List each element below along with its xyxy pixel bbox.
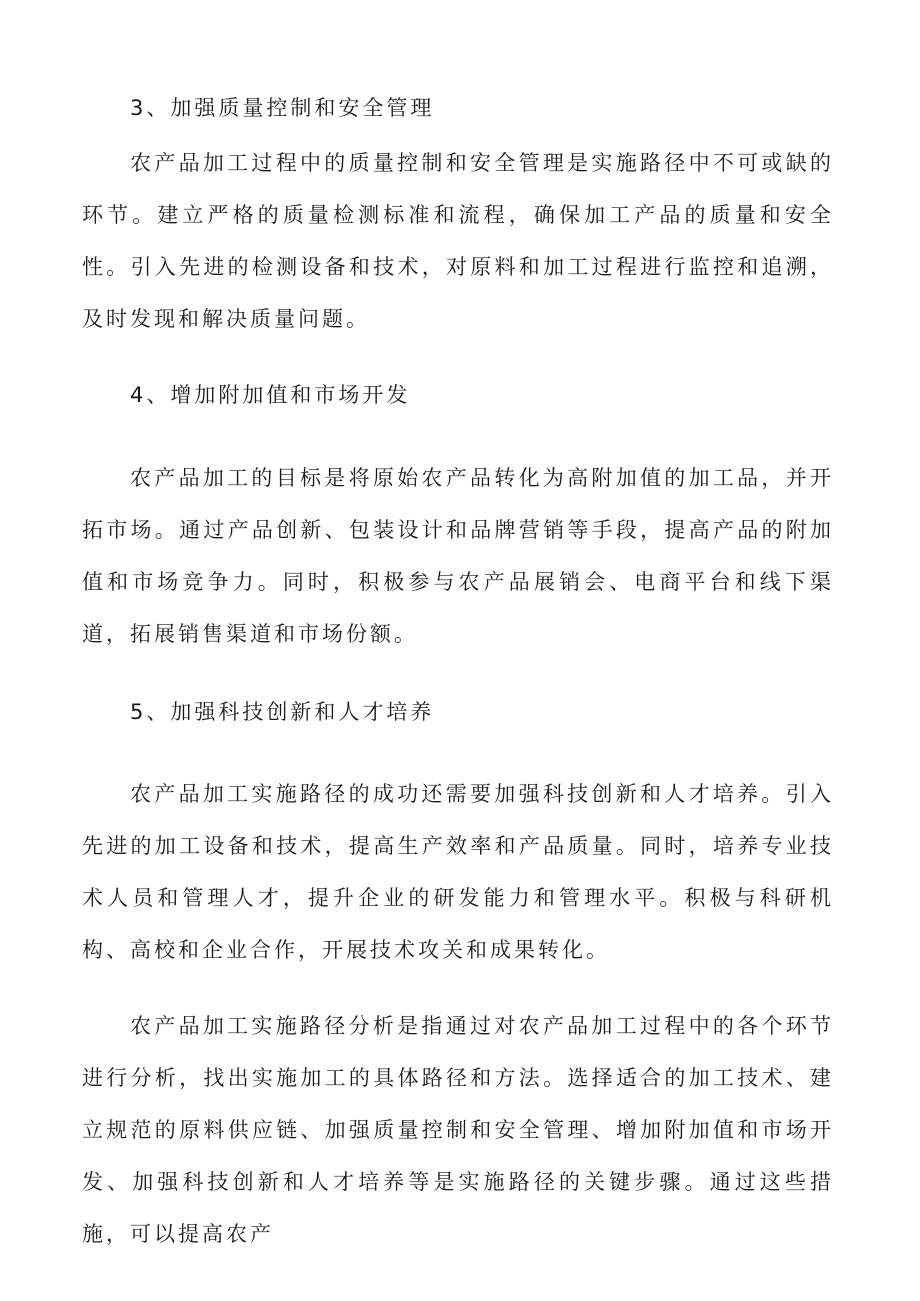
summary-paragraph: 农产品加工实施路径分析是指通过对农产品加工过程中的各个环节进行分析，找出实施加工的具体路径和方法。选择适合的加工技术、建立规范的原料供应链、加强质量控制和安全管理、增加附加值和市场开发、加强科技创新和人才培养等是实施路径的关键步骤。通过这些措施，可以提高农产 <box>82 1014 834 1246</box>
section-heading-5: 5、加强科技创新和人才培养 <box>130 700 435 724</box>
section-3-paragraph: 农产品加工过程中的质量控制和安全管理是实施路径中不可或缺的环节。建立严格的质量检测标准和流程，确保加工产品的质量和安全性。引入先进的检测设备和技术，对原料和加工过程进行监控和追溯，及时发现和解决质量问题。 <box>82 151 834 331</box>
section-4-paragraph: 农产品加工的目标是将原始农产品转化为高附加值的加工品，并开拓市场。通过产品创新、包装设计和品牌营销等手段，提高产品的附加值和市场竞争力。同时，积极参与农产品展销会、电商平台和线下渠道，拓展销售渠道和市场份额。 <box>82 466 834 646</box>
section-heading-3: 3、加强质量控制和安全管理 <box>130 96 435 120</box>
section-heading-4: 4、增加附加值和市场开发 <box>130 383 411 407</box>
section-5-paragraph: 农产品加工实施路径的成功还需要加强科技创新和人才培养。引入先进的加工设备和技术，提高生产效率和产品质量。同时，培养专业技术人员和管理人才，提升企业的研发能力和管理水平。积极与科研机构、高校和企业合作，开展技术攻关和成果转化。 <box>82 782 834 962</box>
